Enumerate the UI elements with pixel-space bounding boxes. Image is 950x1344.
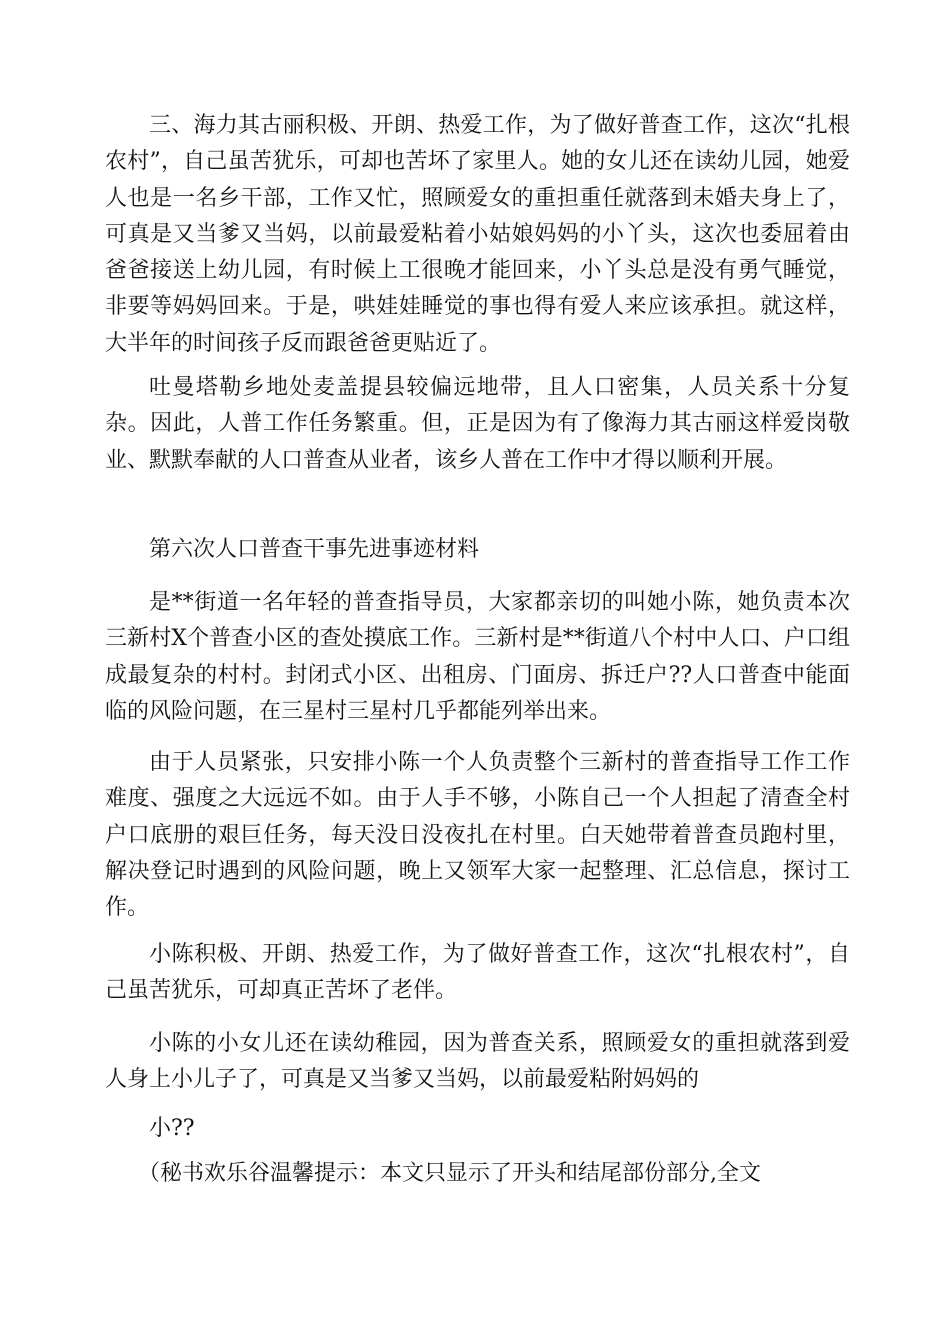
paragraph-truncated (105, 1111, 850, 1147)
paragraph-text: 吐曼塔勒乡地处麦盖提县较偏远地带，且人口密集，人员关系十分复杂。因此，人普工作任务繁重。但，正是因为有了像海力其古丽这样爱岗敬业、默默奉献的人口普查从业者，该乡人普在工作中才得以顺利开展。 (105, 375, 850, 473)
paragraph-text: 由于人员紧张，只安排小陈一个人负责整个三新村的普查指导工作工作难度、强度之大远远不如。由于人手不够，小陈自己一个人担起了清查全村户口底册的艰巨任务，每天没日没夜扎在村里。白天她带着普查员跑村里，解决登记时遇到的风险问题，晚上又领军大家一起整理、汇总信息，探讨工作。 (105, 750, 850, 921)
section-heading (105, 532, 850, 568)
paragraph-xiaochen-attitude (105, 937, 850, 1010)
paragraph-text: 小?? (149, 1116, 195, 1141)
paragraph-xiaochen-intro (105, 585, 850, 730)
paragraph-text: 小陈积极、开朗、热爱工作，为了做好普查工作，这次“扎根农村”，自己虽苦犹乐，可却真正苦坏了老伴。 (105, 942, 850, 1004)
paragraph-text: 三、海力其古丽积极、开朗、热爱工作，为了做好普查工作，这次“扎根农村”，自己虽苦犹乐，可却也苦坏了家里人。她的女儿还在读幼儿园，她爱人也是一名乡干部，工作又忙，照顾爱女的重担重任就落到未婚夫身上了，可真是又当爹又当妈，以前最爱粘着小姑娘妈妈的小丫头，这次也委屈着由爸爸接送上幼儿园，有时候上工很晚才能回来，小丫头总是没有勇气睡觉，非要等妈妈回来。于是，哄娃娃睡觉的事也得有爱人来应该承担。就这样，大半年的时间孩子反而跟爸爸更贴近了。 (105, 113, 850, 356)
paragraph-daughter (105, 1026, 850, 1099)
paragraph-haili-work (105, 108, 850, 362)
paragraph-staff-shortage (105, 745, 850, 926)
paragraph-text: 小陈的小女儿还在读幼稚园，因为普查关系，照顾爱女的重担就落到爱人身上小儿子了，可真是又当爹又当妈，以前最爱粘附妈妈的 (105, 1031, 850, 1093)
heading-text: 第六次人口普查干事先进事迹材料 (149, 537, 480, 562)
paragraph-text: 是**街道一名年轻的普查指导员，大家都亲切的叫她小陈，她负责本次三新村X个普查小区的查处摸底工作。三新村是**街道八个村中人口、户口组成最复杂的村村。封闭式小区、出租房、门面房、拆迁户??人口普查中能面临的风险问题，在三星村三星村几乎都能列举出来。 (105, 590, 850, 724)
footer-note (105, 1156, 850, 1192)
note-text: （秘书欢乐谷温馨提示：本文只显示了开头和结尾部份部分,全文 (138, 1161, 761, 1186)
paragraph-tumantale-township (105, 370, 850, 479)
